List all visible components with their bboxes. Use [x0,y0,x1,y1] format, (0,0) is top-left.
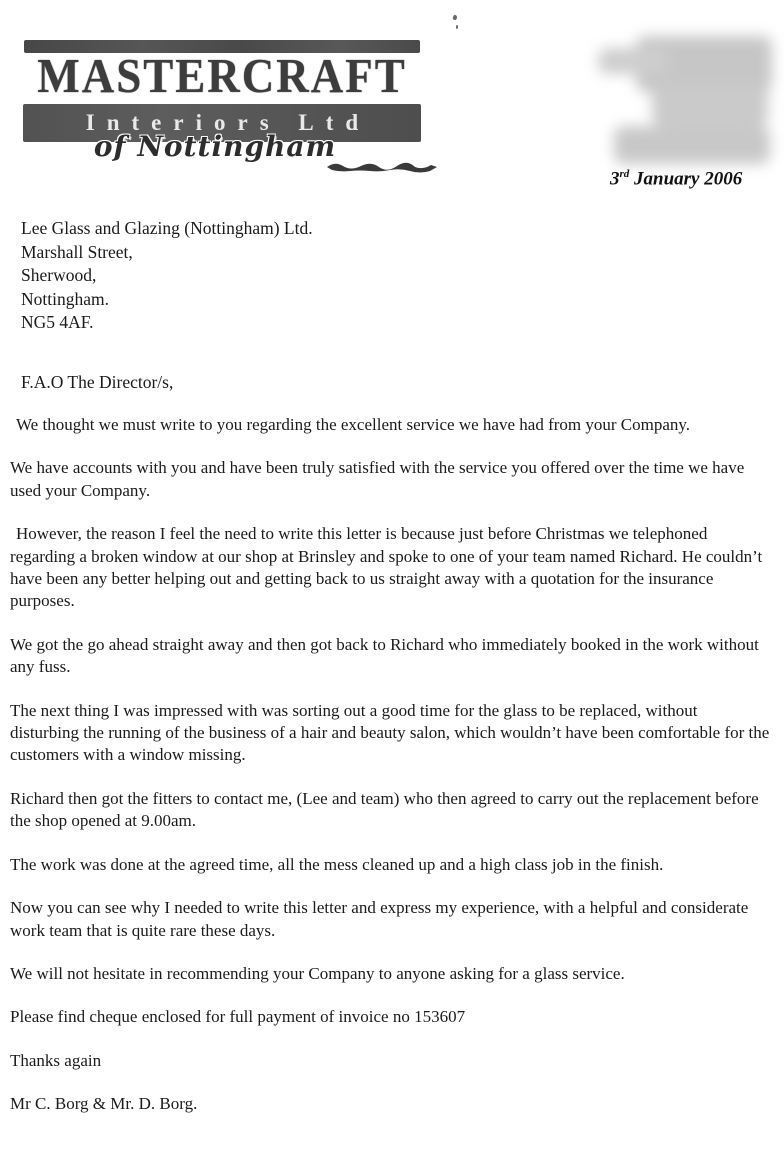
company-logo [23,40,421,178]
blur-blob [652,84,768,126]
paragraph-invoice: Please find cheque enclosed for full payment of invoice no 153607 [10,1007,466,1027]
redacted-blurred-region [594,34,776,166]
paragraph-2: We have accounts with you and have been truly satisfied with the service you offered over the time we have used your Company. [10,458,745,500]
paragraph-9: We will not hesitate in recommending your Company to anyone asking for a glass service. [10,963,625,983]
address-line-company: Lee Glass and Glazing (Nottingham) Ltd. [21,218,313,238]
logo-location-script: of Nottingham [93,130,337,163]
address-line-district: Sherwood, [21,265,97,285]
blur-blob [598,48,668,74]
recipient-address [21,217,313,335]
date-ordinal: rd [619,168,630,180]
paragraph-3: However, the reason I feel the need to write this letter is because just before Christmas we telephoned regarding a broken window at our shop at Brinsley and spoke to one of your team named Richard. He couldn’t have been any better helping out and getting back to us straight away with a quotation for the insurance purposes. [10,524,763,611]
logo-flourish-squiggle [325,157,440,173]
address-line-postcode: NG5 4AF. [21,312,94,332]
paragraph-1: We thought we must write to you regarding the excellent service we have had from your Company. [16,415,691,434]
date-day: 3 [610,168,620,190]
paragraph-6: Richard then got the fitters to contact me, (Lee and team) who then agreed to carry out the replacement before the shop opened at 9.00am. [10,788,759,831]
salutation: F.A.O The Director/s, [21,372,174,392]
letter-date [610,168,742,190]
paragraph-4: We got the go ahead straight away and then got back to Richard who immediately booked in the work without any fuss. [10,634,759,677]
letter-body [10,414,770,1116]
scan-artifact-dot [456,25,458,29]
paragraph-5: The next thing I was impressed with was sorting out a good time for the glass to be replaced, without disturbing the running of the business of a hair and beauty salon, which wouldn’t have been comfortable for the customers with a window missing. [10,700,770,765]
paragraph-8: Now you can see why I needed to write this letter and express my experience, with a helpful and considerate work team that is quite rare these days. [10,898,749,940]
scan-artifact-mark [452,14,457,20]
date-month-year: January 2006 [634,168,743,190]
blur-blob [614,126,770,164]
closing-thanks: Thanks again [10,1050,102,1070]
logo-company-name: MASTERCRAFT [37,48,407,103]
paragraph-7: The work was done at the agreed time, all the mess cleaned up and a high class job in the finish. [10,854,664,874]
address-line-city: Nottingham. [21,288,109,309]
address-line-street: Marshall Street, [21,241,133,262]
signature: Mr C. Borg & Mr. D. Borg. [10,1094,198,1114]
logo-subtitle: Interiors Ltd [85,110,371,135]
